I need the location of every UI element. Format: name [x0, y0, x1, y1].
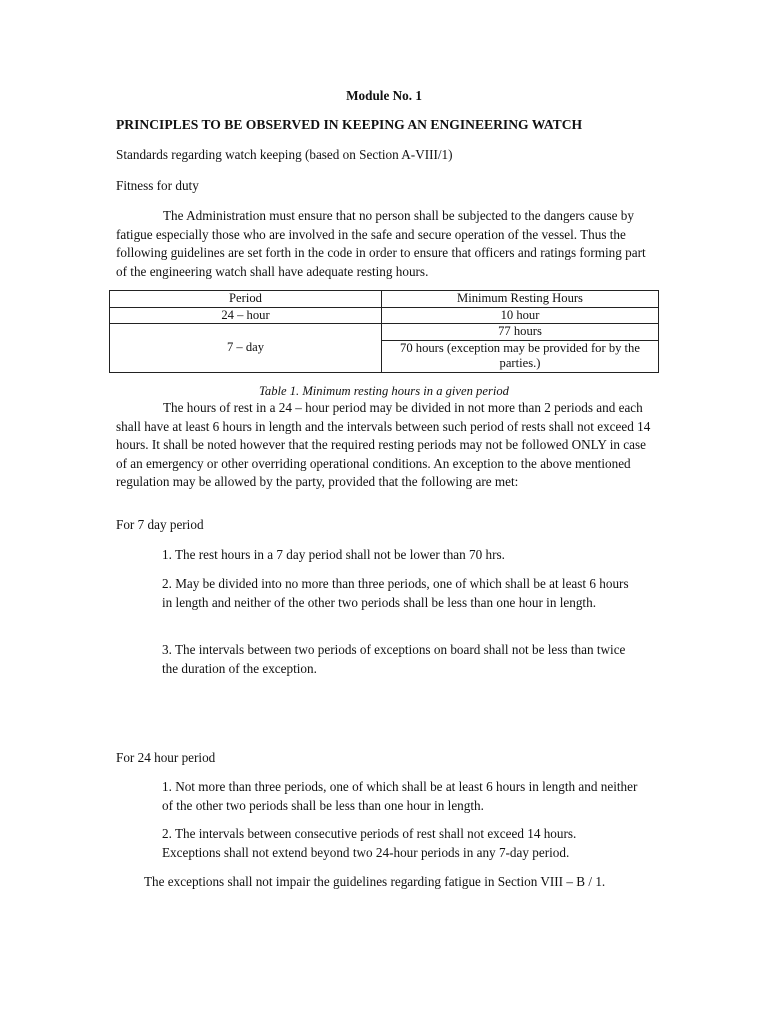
table-row — [110, 307, 659, 324]
fitness-heading: Fitness for duty — [116, 178, 199, 193]
list-item: 2. The intervals between consecutive periods of rest shall not exceed 14 hours. Exceptions shall not extend beyond two 24-hour periods in any 7-day period. — [162, 826, 577, 860]
table-cell-period: 24 – hour — [110, 307, 382, 324]
paragraph-rest-hours: The hours of rest in a 24 – hour period may be divided in not more than 2 periods and each shall have at least 6 hours in length and the intervals between such period of rests shall not exceed 14 hours. It shall be noted however that the required resting periods may not be followed ONLY in case of an emergency or other overriding operational conditions. An exception to the above mentioned regulation may be allowed by the party, provided that the following are met: — [116, 400, 651, 489]
seven-day-heading: For 7 day period — [116, 517, 204, 532]
paragraph-fatigue: The Administration must ensure that no person shall be subjected to the dangers cause by fatigue especially those who are involved in the safe and secure operation of the vessel. Thus the following guidelines are set forth in the code in order to ensure that officers and ratings forming part of the engineering watch shall have adequate resting hours. — [116, 208, 646, 279]
table-cell-hours: 77 hours — [382, 324, 659, 341]
list-item: 3. The intervals between two periods of exceptions on board shall not be less than twice the duration of the exception. — [162, 642, 626, 676]
main-heading: PRINCIPLES TO BE OBSERVED IN KEEPING AN ENGINEERING WATCH — [116, 117, 583, 132]
table-caption: Table 1. Minimum resting hours in a given period — [259, 383, 509, 398]
table-header-row — [110, 291, 659, 308]
module-title: Module No. 1 — [346, 88, 422, 103]
table-row — [110, 324, 659, 341]
table-header-hours: Minimum Resting Hours — [382, 291, 659, 308]
resting-hours-table — [109, 290, 659, 373]
table-cell-hours: 70 hours (exception may be provided for by the parties.) — [382, 340, 659, 372]
list-item: 1. Not more than three periods, one of which shall be at least 6 hours in length and neither of the other two periods shall be less than one hour in length. — [162, 779, 638, 813]
table-cell-period: 7 – day — [110, 324, 382, 373]
list-item: 1. The rest hours in a 7 day period shall not be lower than 70 hrs. — [162, 547, 505, 562]
standards-line: Standards regarding watch keeping (based on Section A-VIII/1) — [116, 147, 453, 162]
closing-line: The exceptions shall not impair the guidelines regarding fatigue in Section VIII – B / 1. — [144, 874, 606, 889]
table-header-period: Period — [110, 291, 382, 308]
twentyfour-hour-heading: For 24 hour period — [116, 750, 216, 765]
list-item: 2. May be divided into no more than three periods, one of which shall be at least 6 hours in length and neither of the other two periods shall be less than one hour in length. — [162, 576, 629, 610]
table-cell-hours: 10 hour — [382, 307, 659, 324]
